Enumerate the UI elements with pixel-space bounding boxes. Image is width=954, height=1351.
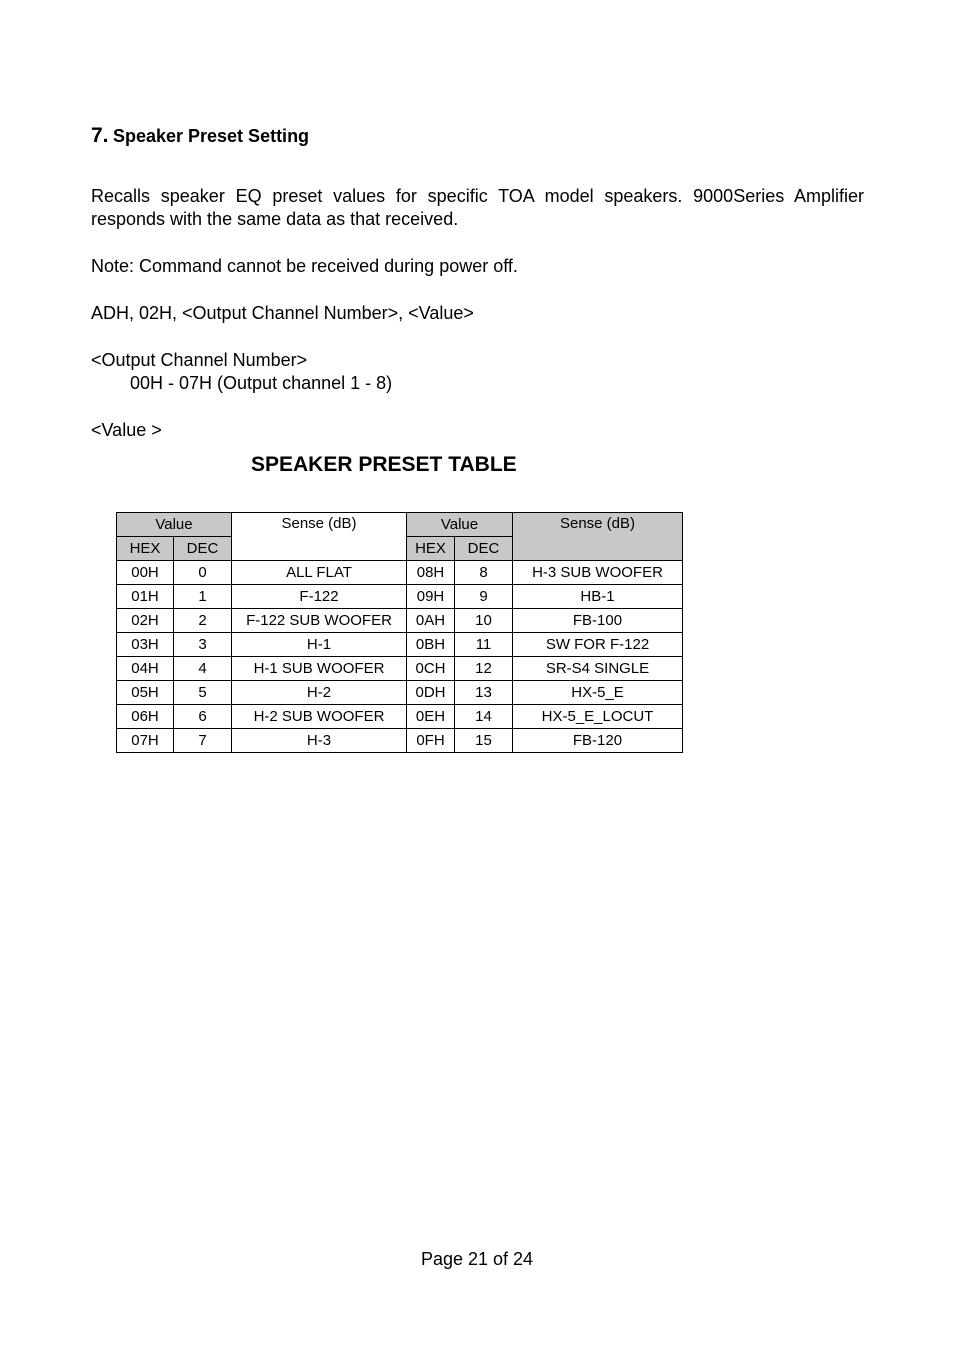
table-cell-sense1: F-122 [232, 585, 407, 609]
table-cell-dec2: 11 [455, 633, 513, 657]
table-cell-dec1: 1 [174, 585, 232, 609]
table-cell-hex1: 00H [117, 561, 174, 585]
header-sense-right: Sense (dB) [513, 513, 683, 561]
table-cell-sense1: H-2 SUB WOOFER [232, 705, 407, 729]
table-cell-sense2: SR-S4 SINGLE [513, 657, 683, 681]
table-row [117, 561, 683, 585]
table-row [117, 681, 683, 705]
table-cell-hex1: 07H [117, 729, 174, 753]
table-header-row [117, 513, 683, 537]
table-cell-dec1: 7 [174, 729, 232, 753]
table-row [117, 729, 683, 753]
table-cell-sense1: ALL FLAT [232, 561, 407, 585]
table-cell-sense1: H-3 [232, 729, 407, 753]
table-cell-dec1: 0 [174, 561, 232, 585]
table-cell-sense2: FB-120 [513, 729, 683, 753]
table-cell-dec1: 6 [174, 705, 232, 729]
table-cell-sense2: HX-5_E_LOCUT [513, 705, 683, 729]
output-channel-label: <Output Channel Number> [91, 350, 308, 370]
table-title: SPEAKER PRESET TABLE [251, 453, 517, 476]
table-cell-hex2: 0CH [407, 657, 455, 681]
table-cell-sense1: H-1 [232, 633, 407, 657]
table-cell-hex2: 0DH [407, 681, 455, 705]
description-paragraph [91, 185, 864, 231]
output-channel-range: 00H - 07H (Output channel 1 - 8) [130, 373, 393, 393]
table-cell-sense1: H-1 SUB WOOFER [232, 657, 407, 681]
section-title: Speaker Preset Setting [112, 126, 310, 146]
table-cell-dec1: 4 [174, 657, 232, 681]
table-cell-dec2: 15 [455, 729, 513, 753]
table-row [117, 585, 683, 609]
table-row [117, 609, 683, 633]
header-hex-right: HEX [407, 537, 455, 561]
description-line-1: Recalls speaker EQ preset values for specific TOA model speakers. 9000Series Amplifier [91, 186, 864, 206]
header-value-right: Value [407, 513, 513, 537]
table-cell-sense2: H-3 SUB WOOFER [513, 561, 683, 585]
table-cell-dec2: 9 [455, 585, 513, 609]
table-cell-hex2: 09H [407, 585, 455, 609]
table-cell-sense2: FB-100 [513, 609, 683, 633]
table-row [117, 633, 683, 657]
table-cell-hex1: 04H [117, 657, 174, 681]
value-label: <Value > [91, 420, 162, 440]
command-format: ADH, 02H, <Output Channel Number>, <Value> [91, 303, 474, 323]
speaker-preset-table [116, 512, 683, 753]
table-cell-dec1: 5 [174, 681, 232, 705]
table-cell-dec2: 12 [455, 657, 513, 681]
header-value-left: Value [117, 513, 232, 537]
table-cell-dec1: 2 [174, 609, 232, 633]
table-row [117, 657, 683, 681]
table-cell-hex2: 0EH [407, 705, 455, 729]
table-cell-dec2: 13 [455, 681, 513, 705]
table-cell-hex1: 06H [117, 705, 174, 729]
header-sense-left: Sense (dB) [232, 513, 407, 561]
header-dec-left: DEC [174, 537, 232, 561]
header-hex-left: HEX [117, 537, 174, 561]
table-cell-dec2: 14 [455, 705, 513, 729]
table-cell-hex2: 0BH [407, 633, 455, 657]
table-cell-hex2: 0AH [407, 609, 455, 633]
header-dec-right: DEC [455, 537, 513, 561]
table-cell-sense1: F-122 SUB WOOFER [232, 609, 407, 633]
table-cell-sense2: HB-1 [513, 585, 683, 609]
table-cell-dec1: 3 [174, 633, 232, 657]
description-line-2: responds with the same data as that received. [91, 209, 459, 229]
table-cell-sense2: SW FOR F-122 [513, 633, 683, 657]
section-heading [91, 124, 309, 148]
table-cell-dec2: 8 [455, 561, 513, 585]
section-number: 7. [91, 124, 109, 147]
table-cell-hex1: 02H [117, 609, 174, 633]
table-row [117, 705, 683, 729]
table-cell-sense1: H-2 [232, 681, 407, 705]
table-cell-hex1: 03H [117, 633, 174, 657]
table-cell-hex2: 08H [407, 561, 455, 585]
page-number: Page 21 of 24 [420, 1249, 534, 1269]
table-cell-dec2: 10 [455, 609, 513, 633]
note-text: Note: Command cannot be received during power off. [91, 256, 518, 276]
table-cell-hex1: 05H [117, 681, 174, 705]
table-cell-hex2: 0FH [407, 729, 455, 753]
table-cell-hex1: 01H [117, 585, 174, 609]
table-cell-sense2: HX-5_E [513, 681, 683, 705]
